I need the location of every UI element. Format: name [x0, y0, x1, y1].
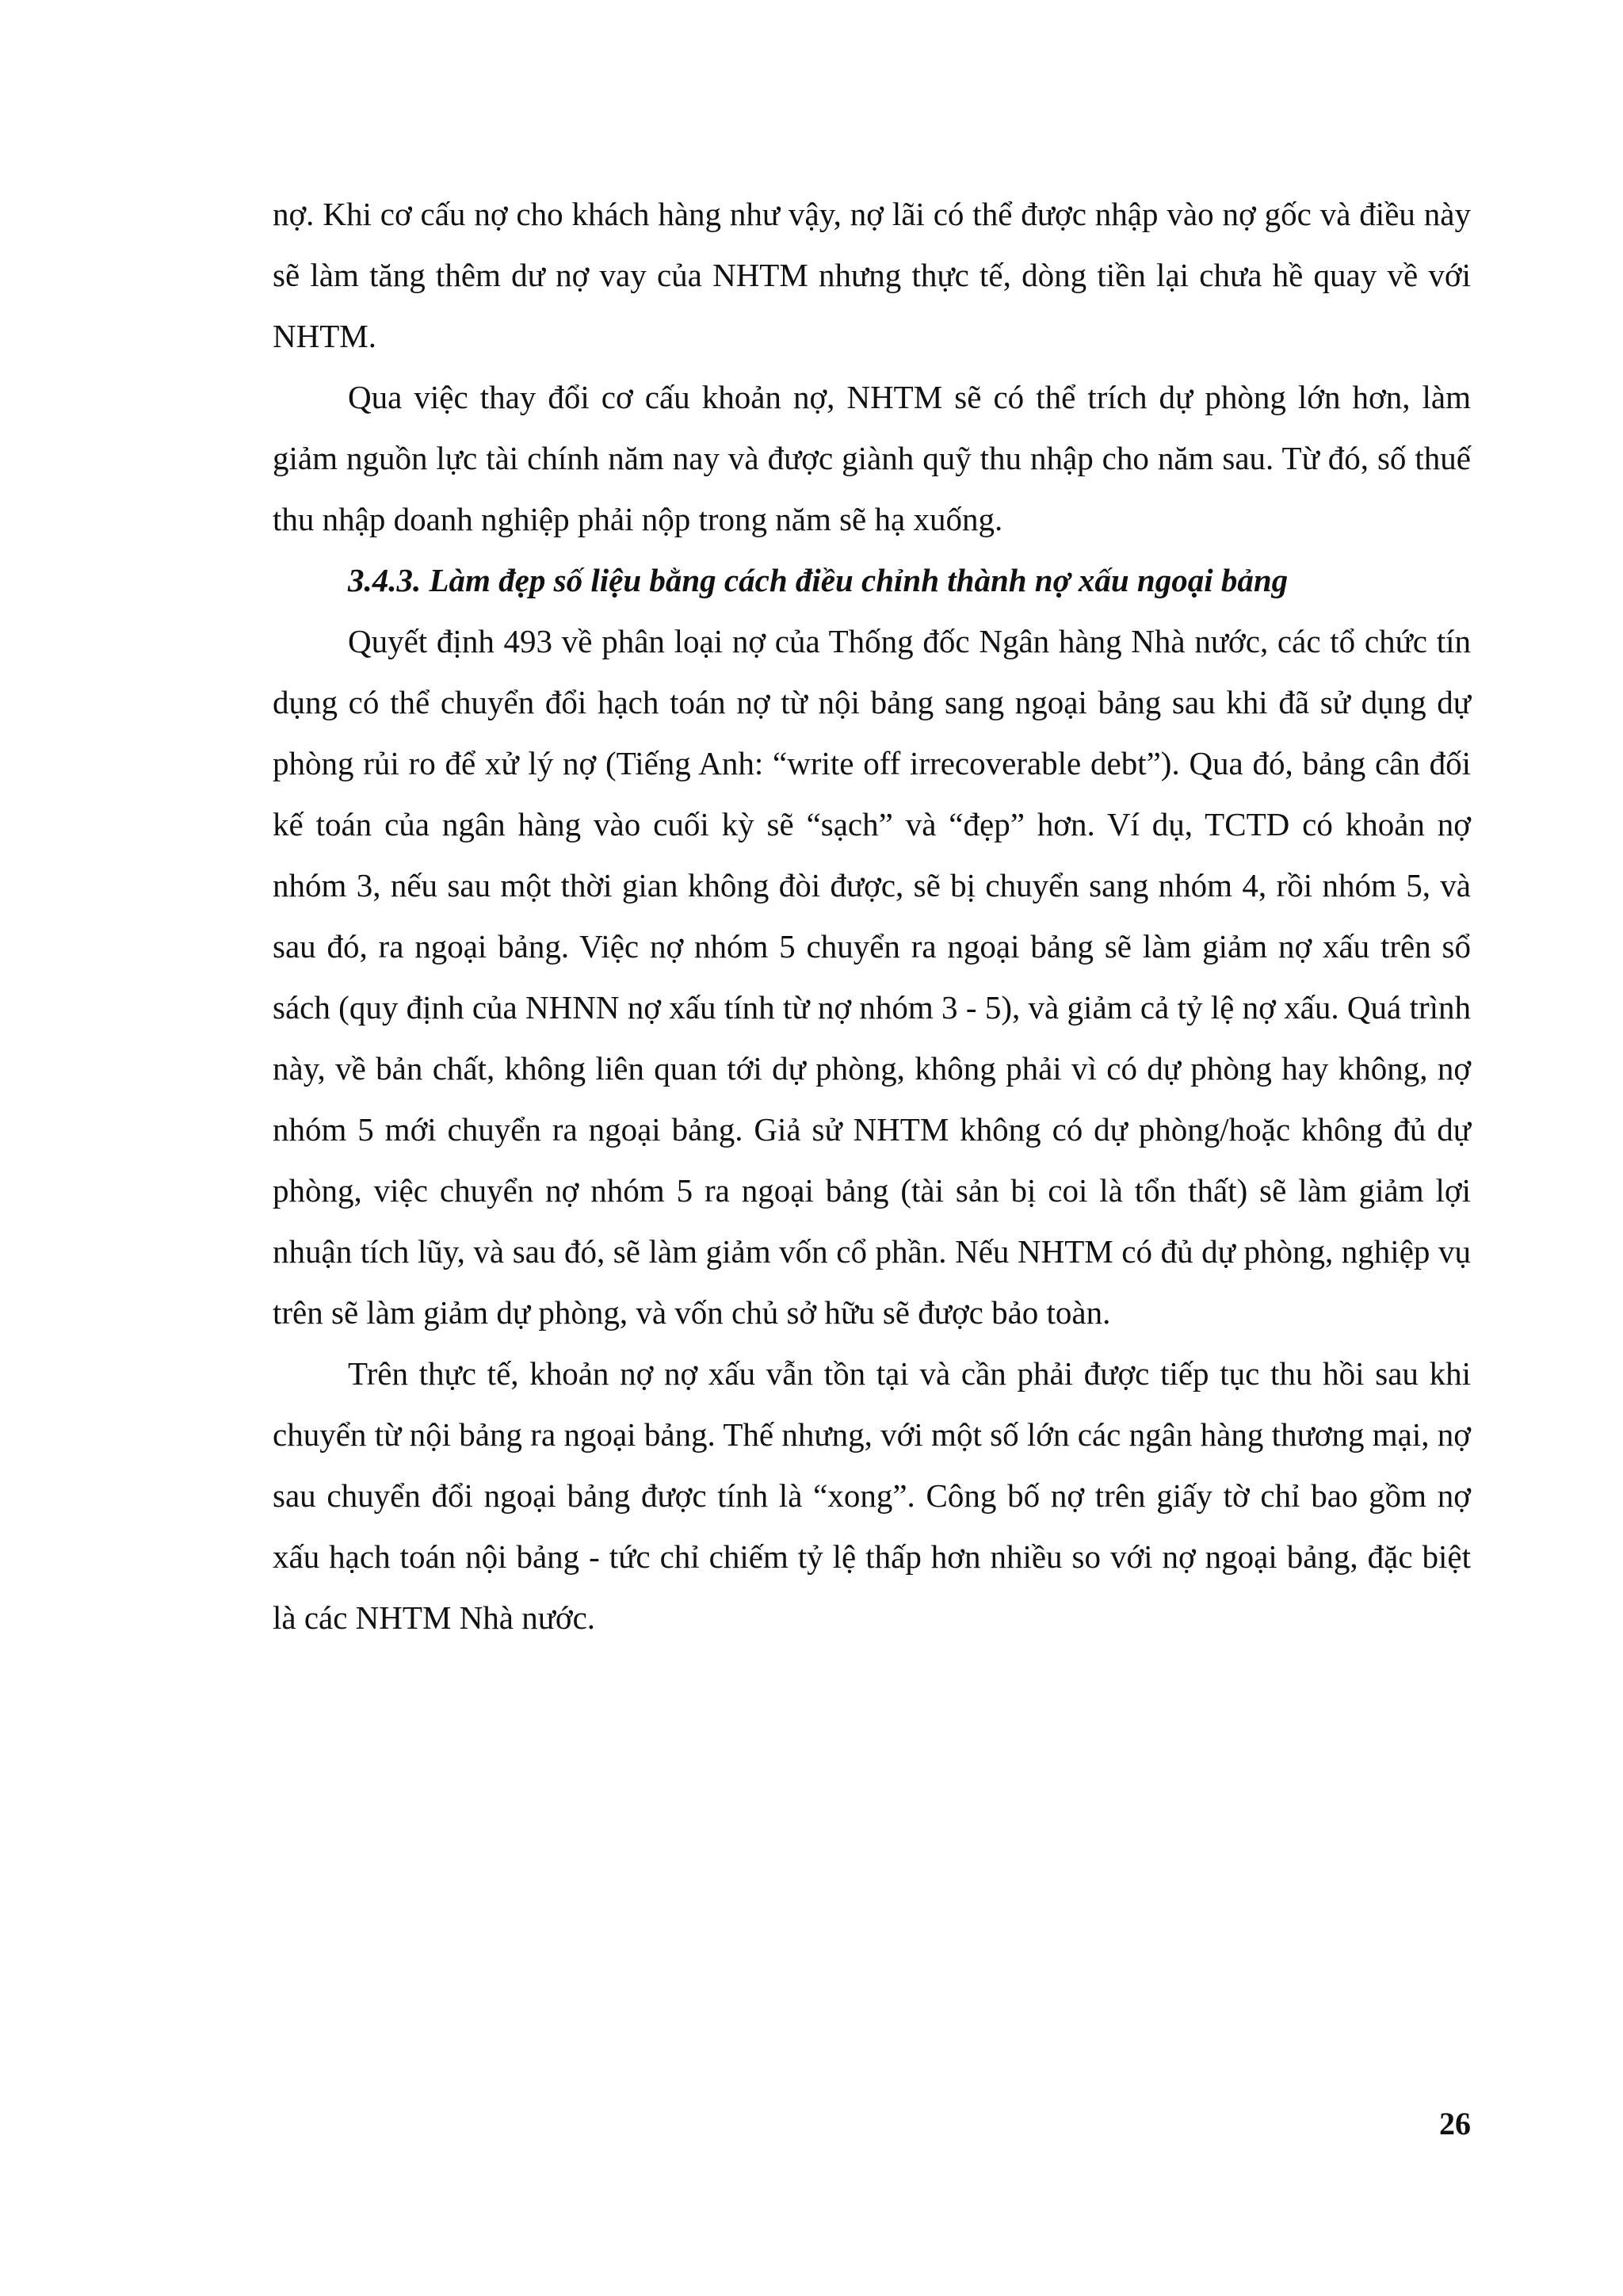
paragraph-continued: nợ. Khi cơ cấu nợ cho khách hàng như vậy, nợ lãi có thể được nhập vào nợ gốc và điều này sẽ làm tăng thêm dư nợ vay của NHTM nhưng thực tế, dòng tiền lại chưa hề quay về với NHTM. [273, 196, 1471, 354]
paragraph-restructuring: Qua việc thay đổi cơ cấu khoản nợ, NHTM sẽ có thể trích dự phòng lớn hơn, làm giảm nguồn lực tài chính năm nay và được giành quỹ thu nhập cho năm sau. Từ đó, số thuế thu nhập doanh nghiệp phải nộp trong năm sẽ hạ xuống. [273, 379, 1471, 537]
page-body [273, 184, 1471, 1648]
page-number: 26 [1439, 2106, 1471, 2141]
paragraph-reality: Trên thực tế, khoản nợ nợ xấu vẫn tồn tại và cần phải được tiếp tục thu hồi sau khi chuyển từ nội bảng ra ngoại bảng. Thế nhưng, với một số lớn các ngân hàng thương mại, nợ sau chuyển đổi ngoại bảng được tính là “xong”. Công bố nợ trên giấy tờ chỉ bao gồm nợ xấu hạch toán nội bảng - tức chỉ chiếm tỷ lệ thấp hơn nhiều so với nợ ngoại bảng, đặc biệt là các NHTM Nhà nước. [273, 1355, 1471, 1636]
section-heading: 3.4.3. Làm đẹp số liệu bằng cách điều chỉnh thành nợ xấu ngoại bảng [348, 562, 1289, 598]
paragraph-decision-493: Quyết định 493 về phân loại nợ của Thống đốc Ngân hàng Nhà nước, các tổ chức tín dụng có thể chuyển đổi hạch toán nợ từ nội bảng sang ngoại bảng sau khi đã sử dụng dự phòng rủi ro để xử lý nợ (Tiếng Anh: “write off irrecoverable debt”). Qua đó, bảng cân đối kế toán của ngân hàng vào cuối kỳ sẽ “sạch” và “đẹp” hơn. Ví dụ, TCTD có khoản nợ nhóm 3, nếu sau một thời gian không đòi được, sẽ bị chuyển sang nhóm 4, rồi nhóm 5, và sau đó, ra ngoại bảng. Việc nợ nhóm 5 chuyển ra ngoại bảng sẽ làm giảm nợ xấu trên sổ sách (quy định của NHNN nợ xấu tính từ nợ nhóm 3 - 5), và giảm cả tỷ lệ nợ xấu. Quá trình này, về bản chất, không liên quan tới dự phòng, không phải vì có dự phòng hay không, nợ nhóm 5 mới chuyển ra ngoại bảng. Giả sử NHTM không có dự phòng/hoặc không đủ dự phòng, việc chuyển nợ nhóm 5 ra ngoại bảng (tài sản bị coi là tổn thất) sẽ làm giảm lợi nhuận tích lũy, và sau đó, sẽ làm giảm vốn cổ phần. Nếu NHTM có đủ dự phòng, nghiệp vụ trên sẽ làm giảm dự phòng, và vốn chủ sở hữu sẽ được bảo toàn. [273, 623, 1471, 1331]
